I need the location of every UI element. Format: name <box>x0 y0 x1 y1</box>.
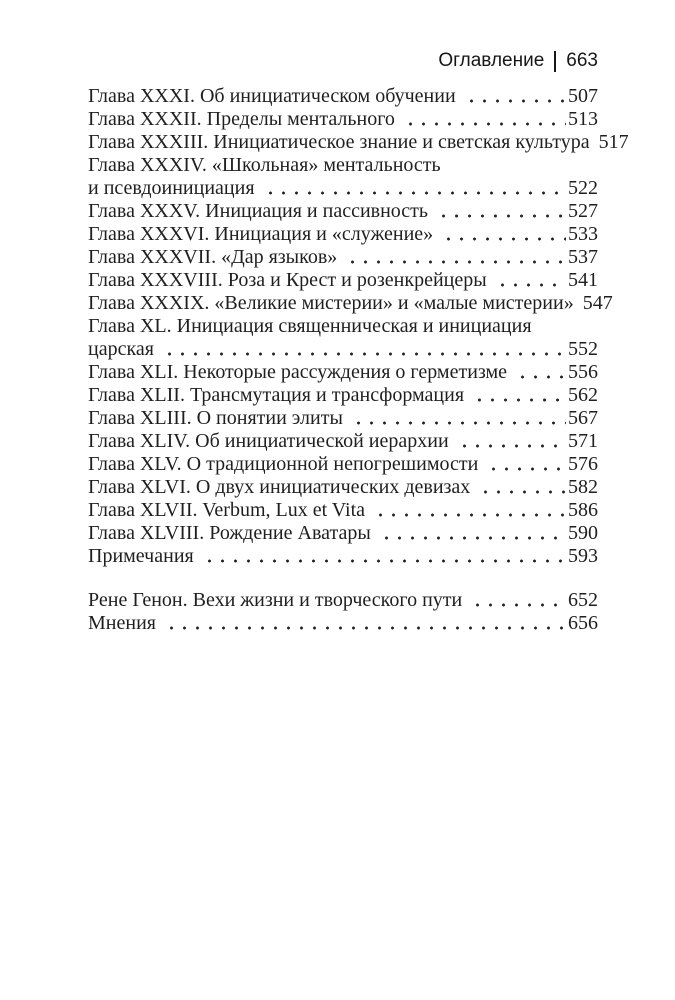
toc-entry-line <box>88 108 598 131</box>
toc-entry-line <box>88 384 598 407</box>
entry-page-number: 517 <box>598 131 629 153</box>
running-header <box>88 50 598 72</box>
entry-page-number: 527 <box>568 200 598 222</box>
entry-title: Глава XLV. О традиционной непогрешимости <box>88 453 479 475</box>
toc-entry-line <box>88 545 598 568</box>
entry-title: Глава XXXI. Об инициатическом обучении <box>88 85 456 107</box>
entry-title: Глава XXXV. Инициация и пассивность <box>88 200 429 222</box>
header-section-title: Оглавление <box>438 50 545 71</box>
entry-page-number: 652 <box>568 589 598 611</box>
dot-leader <box>485 453 566 476</box>
toc-entry-line <box>88 131 629 154</box>
entry-page-number: 507 <box>568 85 598 107</box>
toc-entry-line <box>88 589 598 612</box>
header-page-number: 663 <box>566 50 598 71</box>
entry-title: Глава XLI. Некоторые рассуждения о герметизме <box>88 361 508 383</box>
toc-entry-line <box>88 246 598 269</box>
entry-page-number: 586 <box>568 499 598 521</box>
entry-page-number: 537 <box>568 246 598 268</box>
toc-entry-line <box>88 453 598 476</box>
toc-entry-line <box>88 154 598 177</box>
entry-page-number: 562 <box>568 384 598 406</box>
entry-title: Глава XXXII. Пределы ментального <box>88 108 395 130</box>
toc-entry-line <box>88 361 598 384</box>
entry-page-number: 533 <box>568 223 598 245</box>
entry-title: Глава XXXIII. Инициатическое знание и светская культура <box>88 131 590 153</box>
toc-entry-line <box>88 612 598 635</box>
dot-leader <box>463 85 566 108</box>
dot-leader <box>372 499 566 522</box>
dot-leader <box>456 430 566 453</box>
dot-leader <box>494 269 566 292</box>
toc-entry-line <box>88 499 598 522</box>
entry-title: Мнения <box>88 612 156 634</box>
entry-title: Рене Генон. Вехи жизни и творческого пути <box>88 589 463 611</box>
toc-entry-line <box>88 407 598 430</box>
dot-leader <box>350 407 566 430</box>
toc-entry-line <box>88 522 598 545</box>
toc-entry-line <box>88 223 598 246</box>
toc-entry-line <box>88 315 598 338</box>
entry-title: и псевдоинициация <box>88 177 255 199</box>
entry-page-number: 590 <box>568 522 598 544</box>
dot-leader <box>402 108 566 131</box>
entry-page-number: 556 <box>568 361 598 383</box>
toc-entry-line <box>88 269 598 292</box>
toc-list <box>88 85 629 635</box>
entry-title: Глава XXXVII. «Дар языков» <box>88 246 338 268</box>
toc-entry-line <box>88 292 613 315</box>
dot-leader <box>378 522 566 545</box>
entry-title: Примечания <box>88 545 194 567</box>
dot-leader <box>435 200 566 223</box>
toc-entry-line <box>88 430 598 453</box>
dot-leader <box>469 589 566 612</box>
entry-page-number: 513 <box>568 108 598 130</box>
dot-leader <box>262 177 566 200</box>
toc-entry-line <box>88 85 598 108</box>
entry-page-number: 547 <box>582 292 613 314</box>
entry-title: Глава XLVI. О двух инициатических девизах <box>88 476 471 498</box>
entry-title: Глава XLVII. Verbum, Lux et Vita <box>88 499 366 521</box>
entry-page-number: 571 <box>568 430 598 452</box>
dot-leader <box>161 338 566 361</box>
toc-entry-line <box>88 338 598 361</box>
entry-title: Глава XXXIV. «Школьная» ментальность <box>88 154 441 176</box>
entry-page-number: 576 <box>568 453 598 475</box>
toc-entry-line <box>88 177 598 200</box>
entry-page-number: 567 <box>568 407 598 429</box>
entry-page-number: 593 <box>568 545 598 567</box>
entry-title: Глава XXXVIII. Роза и Крест и розенкрейцеры <box>88 269 487 291</box>
dot-leader <box>471 384 566 407</box>
entry-title: царская <box>88 338 154 360</box>
entry-title: Глава XXXVI. Инициация и «служение» <box>88 223 434 245</box>
dot-leader <box>477 476 566 499</box>
entry-title: Глава XXXIX. «Великие мистерии» и «малые мистерии» <box>88 292 574 314</box>
dot-leader <box>440 223 566 246</box>
dot-leader <box>344 246 566 269</box>
entry-page-number: 522 <box>568 177 598 199</box>
toc-entry-line <box>88 476 598 499</box>
entry-page-number: 582 <box>568 476 598 498</box>
entry-page-number: 656 <box>568 612 598 634</box>
dot-leader <box>514 361 566 384</box>
dot-leader <box>163 612 566 635</box>
entry-title: Глава XLIII. О понятии элиты <box>88 407 343 429</box>
dot-leader <box>201 545 566 568</box>
entry-page-number: 552 <box>568 338 598 360</box>
entry-title: Глава XL. Инициация священническая и инициация <box>88 315 532 337</box>
header-divider <box>554 51 556 72</box>
entry-title: Глава XLIV. Об инициатической иерархии <box>88 430 449 452</box>
entry-title: Глава XLVIII. Рождение Аватары <box>88 522 371 544</box>
entry-title: Глава XLII. Трансмутация и трансформация <box>88 384 465 406</box>
toc-entry-line <box>88 200 598 223</box>
entry-page-number: 541 <box>568 269 598 291</box>
